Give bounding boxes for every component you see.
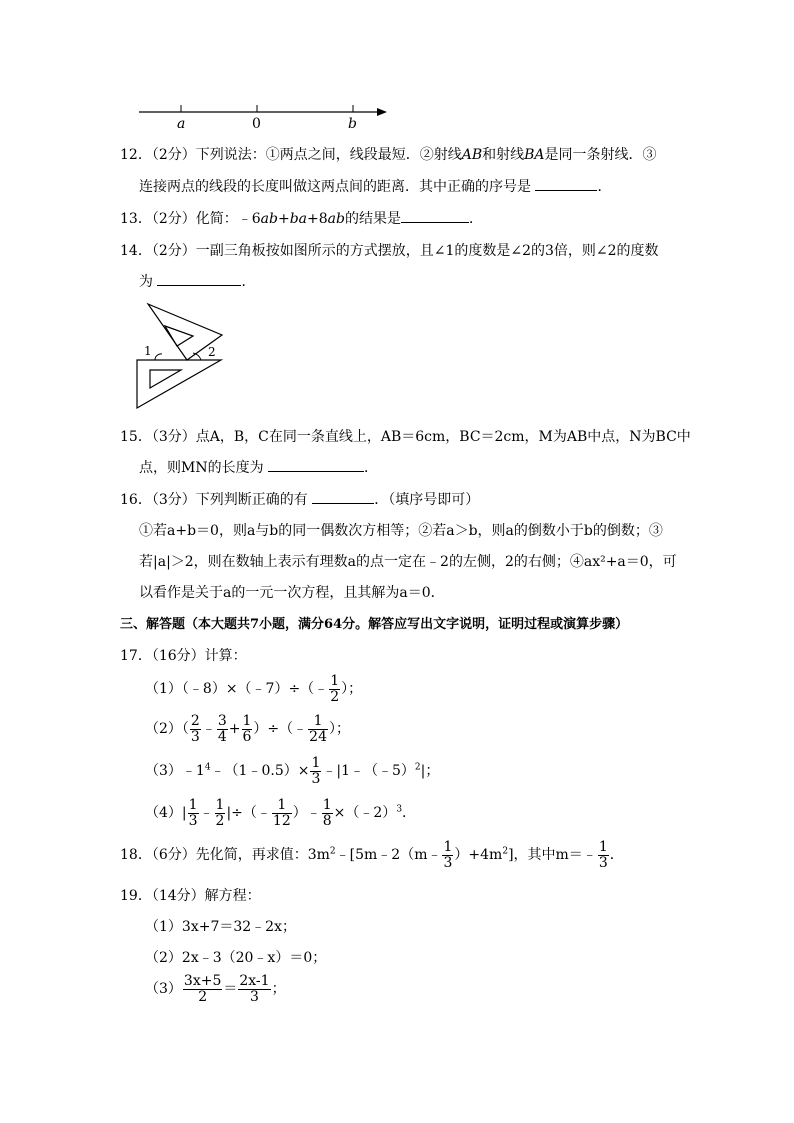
question-text: （1）（﹣8）×（﹣7）÷（﹣ [145, 681, 329, 698]
question-text: ﹣（1﹣0.5）× [210, 763, 310, 780]
question-text: （1）3x+7＝32﹣2x； [145, 919, 296, 935]
question-text: ）； [341, 681, 363, 698]
question-number: 15． [120, 429, 152, 445]
question-text: ）； [328, 721, 350, 738]
math-term: ba [289, 211, 308, 227]
exponent: 2 [414, 762, 421, 773]
question-text: 以看作是关于a的一元一次方程，且其解为a＝0． [139, 585, 445, 601]
question-18 [120, 840, 624, 870]
question-text: 的结果是 [344, 211, 401, 227]
question-text: ． [597, 179, 612, 195]
question-text: （6分）先化简，再求值：3m [151, 847, 330, 864]
question-number: 19． [120, 888, 152, 904]
question-text: （2分）化简：﹣6 [151, 211, 261, 227]
question-text: ）+4m [454, 847, 503, 864]
question-text: ． [468, 211, 483, 227]
question-text: （2）2x﹣3（20﹣x）＝0； [145, 950, 327, 966]
question-text: （3分）点A，B，C在同一条直线上，AB＝6cm，BC＝2cm，M为AB中点，N为BC中 [151, 429, 691, 445]
answer-blank[interactable] [268, 457, 364, 472]
question-text: 连接两点的线段的长度叫做这两点间的距离．其中正确的序号是 [139, 179, 531, 195]
question-15-line-1 [120, 426, 691, 446]
question-text: ）﹣ [292, 805, 321, 822]
exponent: 4 [204, 762, 211, 773]
question-text: ]，其中m＝﹣ [508, 847, 597, 864]
question-number: 13． [120, 211, 152, 227]
fraction: $\frac{1}{12}$ [272, 797, 291, 829]
question-text: （2分）下列说法：①两点之间，线段最短．②射线 [151, 147, 462, 163]
question-number: 18． [120, 847, 152, 864]
fraction: $\frac{2x-1}{3}$ [239, 973, 270, 1005]
question-text: 若|a|＞2，则在数轴上表示有理数a的点一定在﹣2的左侧，2的右侧；④ax²+a＝0，可 [139, 554, 677, 570]
question-number: 16． [120, 492, 152, 508]
exponent: 2 [329, 846, 336, 857]
fraction: $\frac{1}{2}$ [330, 673, 340, 705]
question-text: （3分）下列判断正确的有 [151, 492, 308, 508]
fraction: $\frac{3}{4}$ [217, 713, 227, 745]
math-operator: ＝ [223, 981, 238, 998]
question-text: ×（﹣2） [333, 805, 397, 822]
question-text: |÷（﹣ [226, 805, 271, 822]
answer-blank[interactable] [157, 271, 241, 286]
math-term: ab [327, 211, 345, 227]
question-16-line-1 [120, 489, 479, 509]
question-text: ． [402, 805, 417, 822]
fraction: $\frac{1}{2}$ [215, 797, 225, 829]
fraction: $\frac{1}{3}$ [443, 839, 453, 871]
question-16-line-4 [139, 582, 445, 602]
answer-blank[interactable] [401, 208, 469, 223]
number-line-label-a: a [177, 116, 186, 132]
fraction: $\frac{2}{3}$ [190, 713, 200, 745]
question-text: ． [609, 847, 624, 864]
fraction: $\frac{1}{8}$ [322, 797, 332, 829]
fraction: $\frac{1}{24}$ [309, 713, 327, 745]
question-text: ； [271, 981, 286, 998]
question-text: ． [364, 460, 379, 476]
question-text: （4）| [145, 805, 187, 822]
question-text: （3）﹣1 [145, 763, 205, 780]
section-title: 三、解答题（本大题共7小题，满分64分。解答应写出文字说明，证明过程或演算步骤） [120, 617, 629, 632]
math-term: ab [260, 211, 278, 227]
question-17-part-3 [145, 756, 439, 786]
question-17-part-4 [145, 798, 416, 828]
question-19-part-1 [145, 916, 296, 936]
question-text: ①若a+b＝0，则a与b的同一偶数次方相等；②若a＞b，则a的倒数小于b的倒数；③ [139, 523, 663, 539]
question-19-part-3 [145, 974, 286, 1004]
question-19-part-2 [145, 947, 326, 967]
angle-label-1: 1 [144, 344, 152, 358]
exponent: 3 [396, 804, 403, 815]
question-text: 和射线 [482, 147, 525, 163]
math-operator: +8 [307, 211, 328, 227]
math-operator: + [228, 721, 241, 738]
math-operator: ﹣ [201, 721, 216, 738]
question-text: ．（填序号即可） [374, 492, 480, 508]
question-16-line-2 [139, 520, 663, 540]
question-16-line-3 [139, 551, 677, 571]
number-line-label-0: 0 [252, 116, 261, 132]
question-text: ﹣|1﹣（﹣5） [322, 763, 415, 780]
math-operator: + [277, 211, 290, 227]
question-12-line-2 [139, 176, 611, 196]
fraction: $\frac{3x+5}{2}$ [183, 973, 222, 1005]
question-text: （14分）解方程： [151, 888, 261, 904]
question-14-line-2 [139, 271, 255, 291]
fraction: $\frac{1}{3}$ [598, 839, 608, 871]
angle-label-2: 2 [208, 345, 216, 359]
question-17-head [120, 645, 247, 665]
number-line-label-b: b [348, 116, 357, 132]
fraction: $\frac{1}{3}$ [311, 755, 321, 787]
math-term: AB [461, 147, 483, 163]
math-operator: ﹣ [199, 805, 214, 822]
exponent: 2 [502, 846, 509, 857]
question-text: 是同一条射线．③ [544, 147, 657, 163]
question-12-line-1 [120, 144, 657, 164]
math-term: BA [524, 147, 545, 163]
answer-blank[interactable] [535, 176, 597, 191]
question-text: （16分）计算： [151, 648, 247, 664]
question-text: 点，则MN的长度为 [139, 460, 264, 476]
section-heading [120, 613, 628, 632]
question-number: 17． [120, 648, 152, 664]
fraction: $\frac{1}{3}$ [188, 797, 198, 829]
question-text: ﹣[5m﹣2（m﹣ [335, 847, 442, 864]
fraction: $\frac{1}{6}$ [242, 713, 252, 745]
question-text: |； [420, 763, 440, 780]
question-19-head [120, 885, 261, 905]
question-17-part-2 [145, 714, 350, 744]
question-13 [120, 208, 483, 228]
question-number: 12． [120, 147, 152, 163]
question-17-part-1 [145, 674, 362, 704]
question-text: （2分）一副三角板按如图所示的方式摆放，且∠1的度数是∠2的3倍，则∠2的度数 [151, 243, 659, 259]
question-15-line-2 [139, 457, 378, 477]
question-text: ）÷（﹣ [253, 721, 308, 738]
question-text: （3） [145, 981, 182, 998]
question-text: ． [241, 274, 256, 290]
question-text: 为 [139, 274, 153, 290]
question-number: 14． [120, 243, 152, 259]
answer-blank[interactable] [312, 489, 374, 504]
question-14-line-1 [120, 240, 659, 260]
question-text: （2）（ [145, 721, 189, 738]
